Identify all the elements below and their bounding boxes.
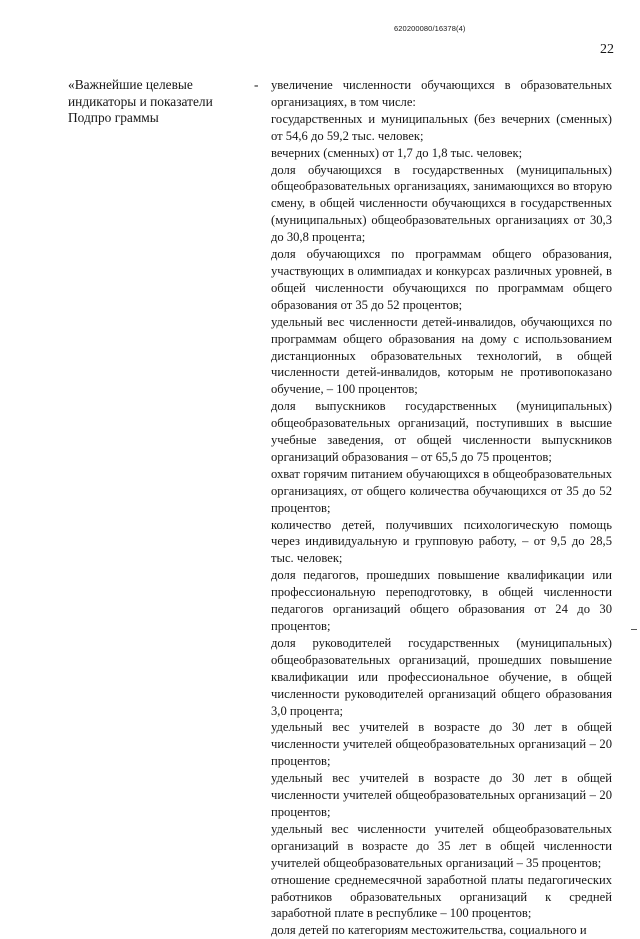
- indicator-item: доля обучающихся по программам общего образования, участвующих в олимпиадах и конкурсах различных уровней, в общей численности обучающихся по программам общего образования от 35 до 52 процентов;: [271, 247, 612, 312]
- document-code: 620200080/16378(4): [394, 24, 466, 33]
- indicators-label: «Важнейшие целевые индикаторы и показатели Подпро граммы: [68, 77, 213, 125]
- indicator-item: отношение среднемесячной заработной платы педагогических работников образовательных организаций к средней заработной плате в республике – 100 процентов;: [271, 872, 612, 921]
- indicator-item: удельный вес численности учителей общеобразовательных организаций в возрасте до 35 лет в общей численности учителей общеобразовательных организаций – 35 процентов;: [271, 821, 612, 870]
- indicator-item: государственных и муниципальных (без вечерних (сменных) от 54,6 до 59,2 тыс. человек;: [271, 111, 612, 143]
- indicator-item: количество детей, получивших психологическую помощь через индивидуальную и групповую работу, – от 9,5 до 28,5 тыс. человек;: [271, 517, 612, 566]
- indicator-item: доля детей по категориям местожительства, социального и: [271, 923, 587, 938]
- indicator-item: доля педагогов, прошедших повышение квалификации или профессиональную переподготовку, в общей численности педагогов организаций общего образования от 24 до 30 процентов;: [271, 568, 612, 633]
- indicator-item: доля выпускников государственных (муниципальных) общеобразовательных организаций, поступивших в высшие учебные заведения, от общей численности выпускников организаций образования – от 65,5 до 75 процентов;: [271, 399, 612, 464]
- indicator-item: доля руководителей государственных (муниципальных) общеобразовательных организаций, прошедших повышение квалификации или профессиональное обучение, в общей численности руководителей организаций общего образования 3,0 процента;: [271, 635, 612, 718]
- indicator-item: удельный вес учителей в возрасте до 30 лет в общей численности учителей общеобразовательных организаций – 20 процентов;: [271, 720, 612, 769]
- indicator-item: удельный вес учителей в возрасте до 30 лет в общей численности учителей общеобразовательных организаций – 20 процентов;: [271, 771, 612, 819]
- separator-dash: -: [254, 77, 259, 92]
- indicators-list: [271, 77, 612, 939]
- page-number: 22: [600, 42, 614, 57]
- indicator-item: доля обучающихся в государственных (муниципальных) общеобразовательных организациях, занимающихся во вторую смену, в общей численности обучающихся в государственных (муниципальных) общеобразовательных организациях от 30,3 до 30,8 процента;: [271, 162, 612, 245]
- indicator-item: охват горячим питанием обучающихся в общеобразовательных организациях, от общего количества обучающихся от 35 до 52 процентов;: [271, 466, 612, 515]
- indicator-item: увеличение численности обучающихся в образовательных организациях, в том числе:: [271, 78, 612, 109]
- indicator-item: удельный вес численности детей-инвалидов, обучающихся по программам общего образования на дому с использованием дистанционных образовательных технологий, в общей численности детей-инвалидов, которым не противопоказано обучение, – 100 процентов;: [271, 314, 612, 397]
- indicator-item: вечерних (сменных) от 1,7 до 1,8 тыс. человек;: [271, 145, 523, 160]
- scan-edge-mark: [631, 629, 637, 630]
